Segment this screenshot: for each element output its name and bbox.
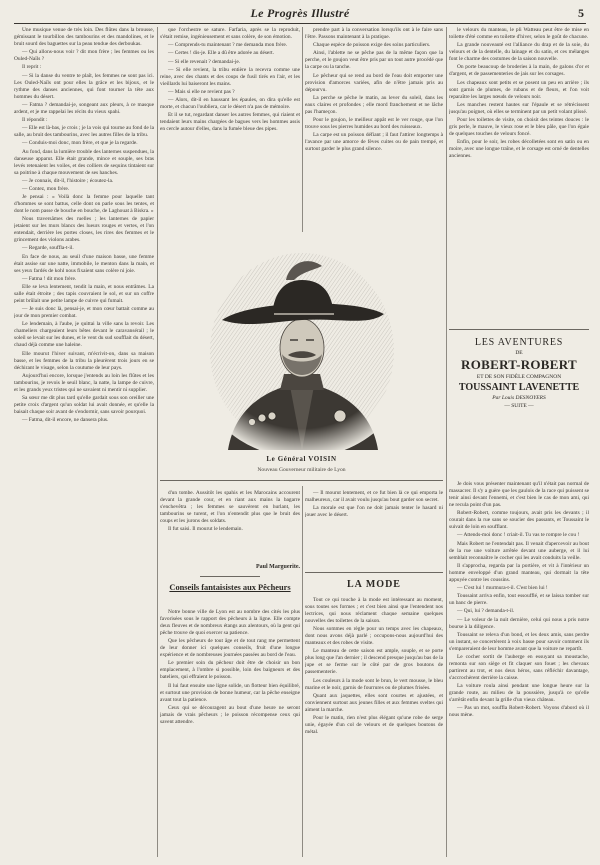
paragraph: — Qui, lui ? demanda-t-il. [457, 608, 515, 615]
column-3-text-top [305, 27, 443, 232]
paragraph: Nous traversâmes des ruelles ; les lanternes de papier jetaient sur les murs blancs des lueurs rouges et vertes, et l'on entendait, derrière les portes closes, les rires des femmes et le grincement des violons arabes. [14, 216, 154, 244]
paragraph: On porte beaucoup de broderies à la main, de galons d'or et d'argent, et de passementeries de jais sur les corsages. [449, 64, 589, 78]
paragraph: Le cocher sortit de l'auberge en essuyant sa moustache, remonta sur son siège et fit claquer son fouet ; les chevaux partirent au trot, et nos deux héros, sans réfléchir davantage, s'accrochèrent derrière la caisse. [449, 653, 589, 681]
portrait-caption-subtitle: Nouveau Gouverneur militaire de Lyon [257, 467, 346, 473]
paragraph: Elle mourut l'hiver suivant, m'écrivit-on, dans sa maison basse, et les femmes de la tribu la pleurèrent trois jours en se déchirant le visage, selon la coutume de leur pays. [14, 350, 154, 371]
paragraph: Chaque espèce de poisson exige des soins particuliers. [313, 42, 431, 49]
paragraph: — Comprends-tu maintenant ? me demanda mon frère. [168, 42, 288, 49]
paragraph: Ceux qui se découragent au bout d'une heure ne seront jamais de vrais pêcheurs ; le poisson récompense ceux qui savent attendre. [160, 704, 300, 725]
paragraph: Robert-Robert, comme toujours, avait pris les devants ; il courait dans la rue sans se soucier des passants, et Toussaint le suivait de loin en soufflant. [449, 510, 589, 531]
paragraph: Le lendemain, à l'aube, je quittai la ville sans la revoir. Les chameliers chargeaient leurs bêtes devant le caravansérail ; le soleil se levait sur les dunes, et le vent du sud soufflait du désert, chaud déjà comme une haleine. [14, 321, 154, 349]
paragraph: Une musique venue de très loin. Des flûtes dans la brousse, gémissant le tourbillon des tambourins et des mandolines, et le bruit sourd des baguettes sur la peau tendue des derboukas. [14, 27, 154, 47]
portrait-caption-name: Le Général VOISIN [266, 455, 337, 463]
fiction-signature: Paul Marguerite. [256, 564, 300, 570]
section-rule [200, 576, 260, 577]
column-divider [302, 486, 303, 857]
column-1-text [14, 27, 154, 857]
paragraph: Il répondit : [22, 116, 48, 123]
mode-article-text [305, 597, 443, 857]
paragraph: — Il mourut lentement, et ce fut bien là ce qui emporta le malheureux, car il avait voulu jusqu'au bout garder son secret. [305, 490, 443, 503]
paragraph: La carpe est un poisson défiant ; il faut l'attirer longtemps à l'avance par une amorce de fèves cuites ou de pain trempé, et surtout garder le plus grand silence. [305, 132, 443, 153]
paragraph: — Attends-moi donc ! criait-il. Tu vas te rompre le cou ! [457, 532, 580, 539]
paragraph: prendre part à la conversation lorsqu'ils ont à le faire sans l'être. Passons maintenant à la pratique. [305, 27, 443, 40]
serial-title-block [449, 336, 589, 410]
paragraph: — Alors, dit-il en haussant les épaules, on dira qu'elle est morte, et chacun l'oubliera, car le désert n'a pas de mémoire. [160, 97, 300, 111]
paragraph: le velours du manteau, le pli Watteau peut être de mise en toilette d'été comme en toilette d'hiver, selon le goût de chacune. [449, 27, 589, 40]
paragraph: que l'orchestre se sature. Farfaria, après se la reproduit, s'était remise, ingénieusement et sans colère, de son émotion. [160, 27, 300, 40]
paragraph: — Contez, mon frère. [22, 185, 70, 192]
paragraph: La voiture roula ainsi pendant une longue heure sur la grande route, au milieu de la poussière, jusqu'à ce qu'elle s'arrêtât enfin devant la grille d'un vieux château. [449, 683, 589, 704]
column-3-text-middle [305, 490, 443, 556]
paragraph: Pour le matin, rien n'est plus élégant qu'une robe de serge unie, égayée d'un col de velours et de quelques boutons de métal. [305, 714, 443, 735]
paragraph: — Elle est là-bas, je crois ; je la vois qui tourne au fond de la salle, au bruit des tambourins, avec les autres filles de la tribu. [14, 125, 154, 139]
paragraph: — Conduis-moi donc, mon frère, et que je la regarde. [22, 140, 138, 147]
paragraph: Il fut saisi. Il mourut le lendemain. [168, 526, 243, 533]
paragraph: Le premier soin du pêcheur doit être de choisir un bon emplacement, à l'ombre si possible, loin des baigneurs et des bateliers, qui effraient le poisson. [160, 660, 300, 681]
paragraph: Les couleurs à la mode sont le brun, le vert mousse, le bleu marine et le noir, garnis de fourrures ou de plumes frisées. [305, 677, 443, 691]
paragraph: — Mais si elle ne revient pas ? [168, 88, 235, 95]
paragraph: — Le voleur de la nuit dernière, celui qui nous a pris notre bourse à la diligence. [449, 616, 589, 630]
paragraph: — Si elle revient, la tribu entière la recevra comme une reine, avec des chants et des coups de fusil tirés en l'air, et les vieillards lui baiseront les mains. [160, 66, 300, 87]
paragraph: — C'est lui ! murmura-t-il. C'est bien lui ! [457, 584, 548, 591]
paragraph: Au fond, dans la lumière trouble des lanternes suspendues, la danseuse apparut. Elle était grande, mince et souple, ses bras levés retenaient les voiles, et des colliers de sequins tintaient sur sa poitrine à chaque mouvement de ses hanches. [14, 148, 154, 176]
paragraph: Ainsi, l'ablette ne se pêche pas de la même façon que la perche, et le goujon veut être pris par un tout autre procédé que la carpe ou la tanche. [305, 50, 443, 71]
paragraph: La morale est que l'on ne doit jamais tenter le hasard ni jouer avec le désert. [305, 505, 443, 519]
paragraph: Les manches restent hautes sur l'épaule et se rétrécissent jusqu'au poignet, où elles se terminent par un petit volant plissé. [449, 101, 589, 115]
paragraph: Elle se leva lentement, tendit la main, et nous entrâmes. La salle était étroite ; des tapis couvraient le sol, et sur un coffre peint brûlait une petite lampe de cuivre qui fumait. [14, 284, 154, 304]
serial-suite: — SUITE — [504, 403, 534, 409]
paragraph: — Pas un mot, souffla Robert-Robert. Voyons d'abord où il nous mène. [449, 705, 589, 719]
mode-heading: LA MODE [347, 579, 401, 590]
paragraph: — Regarde, souffla-t-il. [22, 245, 74, 252]
column-4-serial-text [449, 481, 589, 857]
paragraph: — Si la danse du ventre te plaît, les femmes ne sont pas ici. Les Ouled-Naïls ont pour elles la grâce et les bijoux, et le rythme des danses anciennes, qui font tourner la tête aux hommes du désert. [14, 72, 154, 100]
page-header [14, 6, 586, 22]
paragraph: Toussaint se releva d'un bond, et les deux amis, sans perdre un instant, se concertèrent à voix basse pour savoir comment ils s'empareraient de leur homme avant que la voiture ne repartît. [449, 631, 589, 652]
paragraph: Et il se tut, regardant danser les autres femmes, qui riaient et tendaient leurs mains chargées de bagues vers les hommes assis en cercle autour d'elles, dans la fumée bleue des pipes. [160, 112, 300, 133]
general-portrait [190, 236, 414, 450]
serial-line-3: ROBERT-ROBERT [461, 357, 577, 372]
paragraph: — Certes ! dis-je. Elle a dû être adorée au désert. [168, 50, 274, 57]
paragraph: En face de nous, au seuil d'une maison basse, une femme était assise sur une natte, immobile, le menton dans la main, et ses yeux fardés de kohl nous fixaient sans colère ni joie. [14, 253, 154, 274]
serial-line-2: DE [515, 350, 523, 356]
paragraph: Quant aux jaquettes, elles sont courtes et ajustées, et conviennent surtout aux jeunes filles et aux femmes sveltes qui aiment la marche. [305, 692, 443, 713]
paragraph: Tout ce qui touche à la mode est intéressant au moment, sous toutes ses formes ; et c'est bien ainsi que l'entendent nos lectrices, qui nous réclament chaque semaine quelques nouvelles des toilettes de la saison. [305, 597, 443, 624]
column-divider [446, 27, 447, 857]
page-number: 5 [578, 6, 584, 20]
section-rule [449, 329, 589, 330]
paragraph: Le manteau de cette saison est ample, souple, et se porte plus long que l'an dernier ; il descend presque jusqu'au bas de la jupe et se ferme sur le côté par de gros boutons de passementerie. [305, 648, 443, 676]
paragraph: Pour les toilettes de visite, on choisit des teintes douces : le gris perle, le mauve, le vieux rose et le bleu pâle, que l'on égaie de quelques touches de velours foncé. [449, 116, 589, 137]
column-divider [157, 27, 158, 857]
section-rule [160, 480, 443, 481]
paragraph: — Si elle revenait ? demandai-je. [168, 58, 241, 65]
paragraph: Nous sommes en règle pour un temps avec les chapeaux, dont nous avons déjà parlé ; occupons-nous aujourd'hui des manteaux et des robes de visite. [305, 626, 443, 647]
section-rule [305, 572, 443, 573]
paragraph: Mais Robert ne l'entendait pas. Il venait d'apercevoir au bout de la rue une voiture arrêtée devant une auberge, et il lui semblait reconnaître le cocher qui les avait conduits la veille. [449, 540, 589, 561]
paragraph: — Je suis donc là, pensai-je, et mon cœur battait comme au jour de mon premier combat. [14, 306, 154, 320]
paragraph: Aujourd'hui encore, lorsque j'entends au loin les flûtes et les tambourins, je revois le seuil blanc, la natte, la lampe de cuivre, et les grands yeux tristes qui ne savaient ni mentir ni supplier. [14, 372, 154, 393]
paragraph: Pour le goujon, le meilleur appât est le ver rouge, que l'on trouve sous les pierres humides au bord des ruisseaux. [305, 116, 443, 130]
header-rule [14, 23, 586, 24]
paragraph: — Qui allons-nous voir ? dit mon frère ; les femmes ou les Ouled-Naïls ? [14, 49, 154, 63]
conseils-heading: Conseils fantaisistes aux Pêcheurs [169, 583, 291, 592]
paragraph: Je dois vous présenter maintenant qu'il n'était pas normal de massacrer. Il s'y a guère que les gaulois de la race qui puissent se tenir ainsi devant l'ennemi, et c'est bien le cas de mon ami, qui ne recula point d'un pas. [449, 481, 589, 508]
paragraph: — Fatma, dit-il encore, ne dansera plus. [22, 417, 109, 424]
serial-line-4: ET DE SON FIDÈLE COMPAGNON [476, 374, 562, 380]
paragraph: Les chapeaux sont petits et se posent un peu en arrière ; ils sont garnis de plumes, de rubans et de fleurs, et l'on voit reparaître les larges nœuds de velours noir. [449, 79, 589, 100]
serial-line-5: TOUSSAINT LAVENETTE [458, 382, 580, 393]
paragraph: — Fatma ! dit mon frère. [22, 275, 77, 282]
paragraph: Je pensai : « Voilà donc la femme pour laquelle tant d'hommes se sont battus, celle dont on parle sous les tentes, et dont le nom passe de bouche en bouche, de Laghouat à Biskra. » [14, 194, 154, 215]
paragraph: — Fatma ? demandai-je, songeant aux pleurs, à ce masque ardent, et je me rappelai les récits du vieux spahi. [14, 101, 154, 115]
paragraph: Sa sœur me dit plus tard qu'elle gardait sous son oreiller une petite croix d'argent qu'un soldat lui avait donnée, et qu'elle la baisait chaque soir avant de s'endormir, sans savoir pourquoi. [14, 394, 154, 415]
paragraph: La grande nouveauté est l'alliance du drap et de la soie, du velours et de la dentelle, du lainage et du satin, et ces mélanges font le charme des costumes de la saison nouvelle. [449, 42, 589, 63]
serial-line-1: LES AVENTURES [474, 337, 564, 348]
serial-author: Par Louis DESNOYERS [492, 395, 546, 401]
column-2-text-top [160, 27, 300, 232]
paragraph: — Je connais, dit-il, l'histoire ; écoutez-la. [22, 177, 114, 184]
portrait-engraving [190, 236, 414, 450]
paragraph: La perche se pêche le matin, au lever du soleil, dans les eaux claires et profondes ; elle mord franchement et ne lâche pas l'hameçon. [305, 94, 443, 115]
paragraph: Toussaint arriva enfin, tout essoufflé, et se laissa tomber sur un banc de pierre. [449, 593, 589, 607]
column-4-text-top [449, 27, 589, 324]
paragraph: Il reprit : [22, 64, 42, 71]
paragraph: d'un tombe. Aussitôt les spahis et les Marocains accourent devant la grande cour, et en riant aux mains la bagarre s'enchevêtra ; les femmes se sauvèrent en hurlant, les tambourins se turent, et l'on n'entendit plus que le bruit des coups et les jurons des soldats. [160, 490, 300, 524]
conseils-article-text [160, 609, 300, 857]
column-2-text-middle [160, 490, 300, 560]
paragraph: Que les pêcheurs de tout âge et de tout rang me permettent de leur donner ici quelques conseils, fruit d'une longue expérience et de nombreuses journées passées au bord de l'eau. [160, 638, 300, 659]
column-divider [302, 27, 303, 232]
paragraph: Il lui faut ensuite une ligne solide, un flotteur bien équilibré, et surtout une provision de bonne humeur, car la pêche enseigne avant tout la patience. [160, 682, 300, 703]
newspaper-title: Le Progrès Illustré [250, 6, 350, 20]
paragraph: Il s'approcha, regarda par la portière, et vit à l'intérieur un homme enveloppé d'un grand manteau, qui dormait la tête appuyée contre les coussins. [449, 562, 589, 583]
paragraph: Le pêcheur qui se rend au bord de l'eau doit emporter une provision d'amorces variées, afin de n'être jamais pris au dépourvu. [305, 72, 443, 93]
paragraph: Enfin, pour le soir, les robes décolletées sont en satin ou en moire, avec une longue traîne, et le corsage est orné de dentelles anciennes. [449, 139, 589, 160]
paragraph: Notre bonne ville de Lyon est au nombre des cités les plus favorisées sous le rapport des pêcheurs à la ligne. Elle compte deux fleuves et de nombreux étangs aux alentours, où la gent qui pêche trouve de quoi exercer sa patience. [160, 609, 300, 636]
